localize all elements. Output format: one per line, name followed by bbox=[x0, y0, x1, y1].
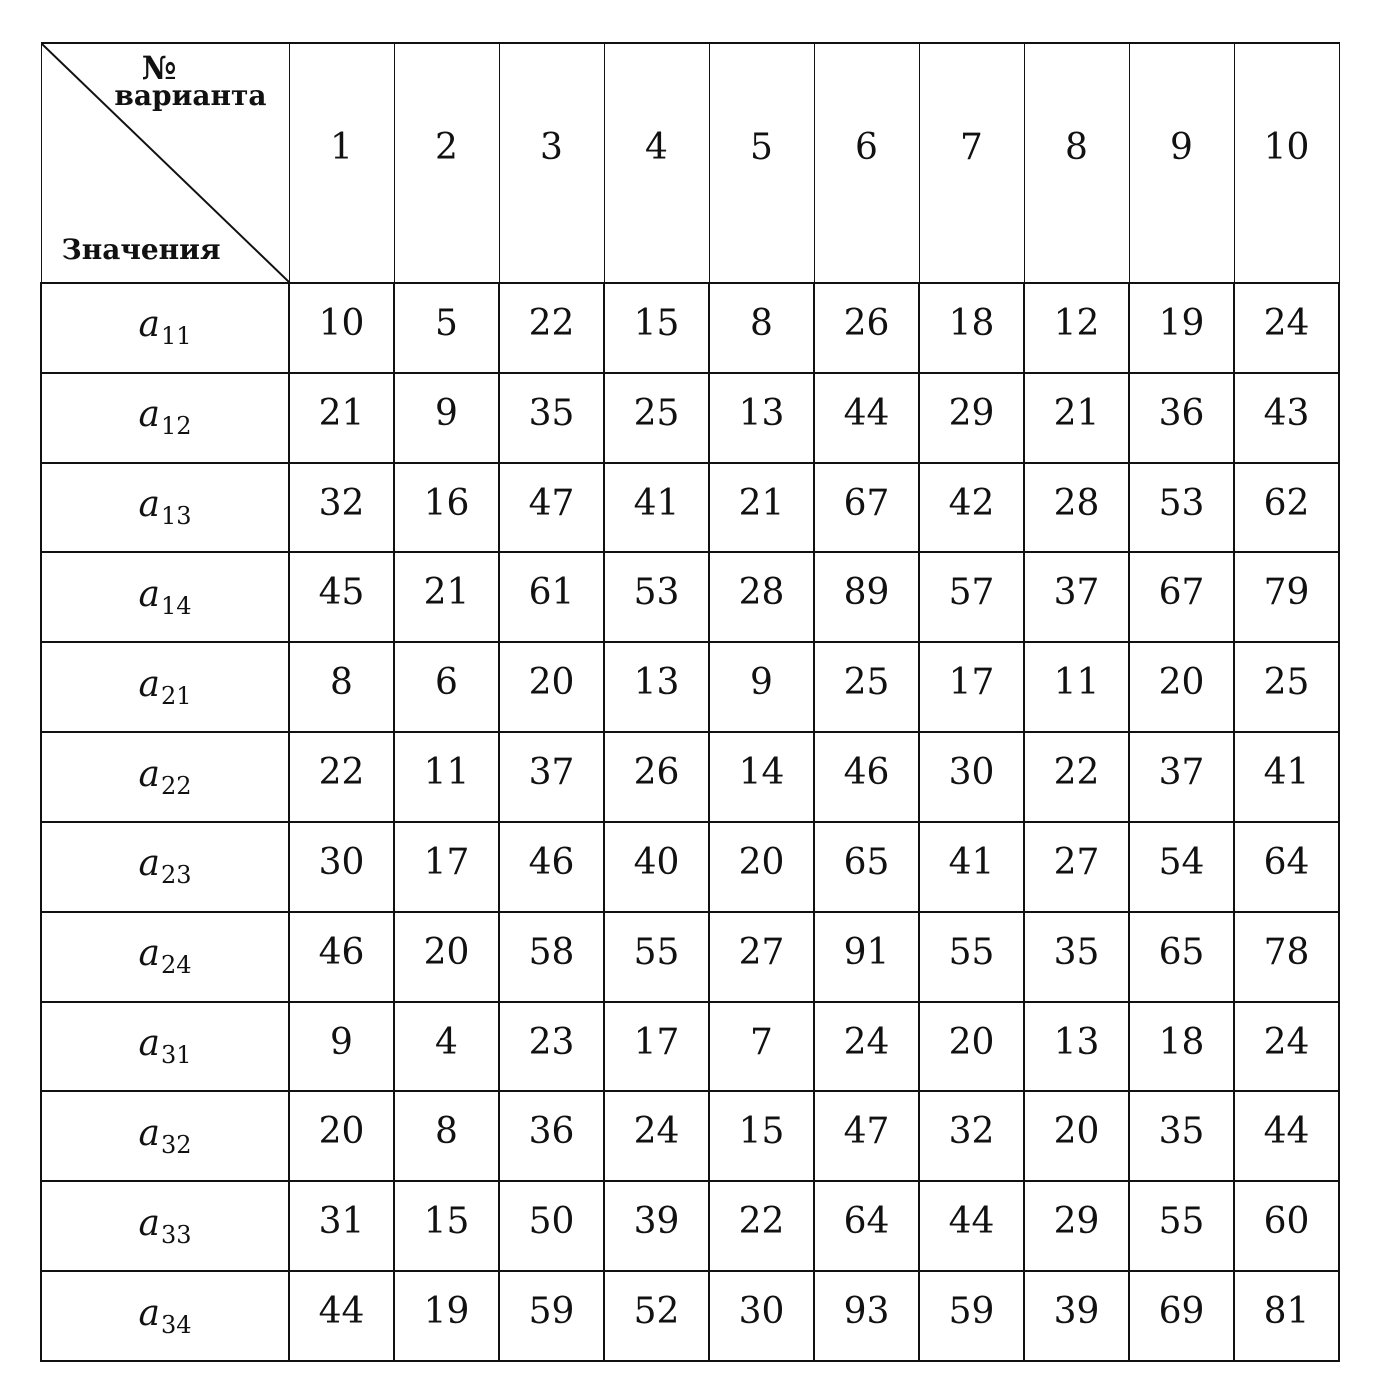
table-cell: 15 bbox=[394, 1181, 499, 1271]
table-cell: 44 bbox=[919, 1181, 1024, 1271]
table-cell: 13 bbox=[709, 373, 814, 463]
table-cell: 54 bbox=[1129, 822, 1234, 912]
table-cell: 91 bbox=[814, 912, 919, 1002]
row-label-symbol: a bbox=[138, 663, 160, 705]
table-row bbox=[41, 1271, 1339, 1361]
table-cell: 64 bbox=[814, 1181, 919, 1271]
table-cell: 20 bbox=[394, 912, 499, 1002]
row-label-subscript: 22 bbox=[160, 771, 192, 800]
table-cell: 46 bbox=[814, 732, 919, 822]
row-label-subscript: 21 bbox=[160, 681, 192, 710]
header-row bbox=[41, 43, 1339, 283]
table-cell: 55 bbox=[1129, 1181, 1234, 1271]
number-sign: № bbox=[141, 49, 177, 87]
table-cell: 8 bbox=[709, 283, 814, 373]
row-label bbox=[41, 822, 289, 912]
table-row bbox=[41, 283, 1339, 373]
table-cell: 62 bbox=[1234, 463, 1339, 553]
table-cell: 69 bbox=[1129, 1271, 1234, 1361]
variants-table bbox=[40, 42, 1340, 1362]
table-cell: 22 bbox=[709, 1181, 814, 1271]
table-cell: 15 bbox=[604, 283, 709, 373]
table-cell: 46 bbox=[289, 912, 394, 1002]
table-cell: 25 bbox=[604, 373, 709, 463]
table-cell: 55 bbox=[919, 912, 1024, 1002]
table-cell: 11 bbox=[1024, 642, 1129, 732]
table-cell: 35 bbox=[1024, 912, 1129, 1002]
row-label-symbol: a bbox=[138, 394, 160, 436]
row-label-subscript: 14 bbox=[160, 591, 192, 620]
row-label-subscript: 13 bbox=[160, 502, 192, 531]
table-cell: 24 bbox=[604, 1091, 709, 1181]
row-label-subscript: 31 bbox=[160, 1041, 192, 1070]
table-cell: 22 bbox=[499, 283, 604, 373]
table-cell: 20 bbox=[919, 1002, 1024, 1092]
table-cell: 44 bbox=[1234, 1091, 1339, 1181]
table-cell: 24 bbox=[1234, 1002, 1339, 1092]
table-cell: 19 bbox=[1129, 283, 1234, 373]
row-label bbox=[41, 283, 289, 373]
row-label bbox=[41, 463, 289, 553]
row-label-symbol: a bbox=[138, 1202, 160, 1244]
table-cell: 11 bbox=[394, 732, 499, 822]
table-cell: 61 bbox=[499, 552, 604, 642]
table-cell: 78 bbox=[1234, 912, 1339, 1002]
table-cell: 32 bbox=[919, 1091, 1024, 1181]
column-header-variant: 2 bbox=[394, 43, 499, 283]
table-cell: 60 bbox=[1234, 1181, 1339, 1271]
row-label-symbol: a bbox=[138, 1112, 160, 1154]
table-cell: 20 bbox=[709, 822, 814, 912]
table-cell: 41 bbox=[1234, 732, 1339, 822]
table-cell: 47 bbox=[814, 1091, 919, 1181]
table-cell: 22 bbox=[289, 732, 394, 822]
table-cell: 4 bbox=[394, 1002, 499, 1092]
column-header-variant: 1 bbox=[289, 43, 394, 283]
table-cell: 42 bbox=[919, 463, 1024, 553]
table-cell: 20 bbox=[1129, 642, 1234, 732]
row-label-symbol: a bbox=[138, 1292, 160, 1334]
table-cell: 12 bbox=[1024, 283, 1129, 373]
row-label-subscript: 12 bbox=[160, 412, 192, 441]
table-cell: 9 bbox=[709, 642, 814, 732]
table-cell: 29 bbox=[919, 373, 1024, 463]
row-label-symbol: a bbox=[138, 304, 160, 346]
table-cell: 17 bbox=[604, 1002, 709, 1092]
row-label-subscript: 23 bbox=[160, 861, 192, 890]
table-cell: 18 bbox=[1129, 1002, 1234, 1092]
row-label-symbol: a bbox=[138, 843, 160, 885]
table-row bbox=[41, 912, 1339, 1002]
corner-cell bbox=[41, 43, 289, 283]
table-cell: 20 bbox=[289, 1091, 394, 1181]
column-header-variant: 7 bbox=[919, 43, 1024, 283]
row-label bbox=[41, 732, 289, 822]
table-cell: 50 bbox=[499, 1181, 604, 1271]
table-cell: 31 bbox=[289, 1181, 394, 1271]
table-body bbox=[41, 283, 1339, 1361]
table-cell: 40 bbox=[604, 822, 709, 912]
table-cell: 9 bbox=[289, 1002, 394, 1092]
row-label-symbol: a bbox=[138, 933, 160, 975]
table-cell: 35 bbox=[499, 373, 604, 463]
table-cell: 64 bbox=[1234, 822, 1339, 912]
table-cell: 30 bbox=[919, 732, 1024, 822]
table-cell: 21 bbox=[289, 373, 394, 463]
table-cell: 15 bbox=[709, 1091, 814, 1181]
table-row bbox=[41, 373, 1339, 463]
table-cell: 21 bbox=[394, 552, 499, 642]
table-cell: 93 bbox=[814, 1271, 919, 1361]
table-cell: 26 bbox=[604, 732, 709, 822]
table-row bbox=[41, 1091, 1339, 1181]
table-cell: 13 bbox=[604, 642, 709, 732]
table-cell: 27 bbox=[709, 912, 814, 1002]
row-label bbox=[41, 642, 289, 732]
table-cell: 29 bbox=[1024, 1181, 1129, 1271]
table-cell: 37 bbox=[499, 732, 604, 822]
row-label bbox=[41, 912, 289, 1002]
table-cell: 65 bbox=[1129, 912, 1234, 1002]
column-header-variant: 4 bbox=[604, 43, 709, 283]
table-cell: 30 bbox=[289, 822, 394, 912]
table-cell: 58 bbox=[499, 912, 604, 1002]
row-label-symbol: a bbox=[138, 1023, 160, 1065]
table-cell: 65 bbox=[814, 822, 919, 912]
table-cell: 59 bbox=[499, 1271, 604, 1361]
variants-table-container bbox=[40, 42, 1340, 1362]
column-header-variant: 9 bbox=[1129, 43, 1234, 283]
table-cell: 20 bbox=[1024, 1091, 1129, 1181]
table-cell: 37 bbox=[1024, 552, 1129, 642]
column-header-variant: 8 bbox=[1024, 43, 1129, 283]
table-cell: 35 bbox=[1129, 1091, 1234, 1181]
table-cell: 53 bbox=[1129, 463, 1234, 553]
table-cell: 28 bbox=[1024, 463, 1129, 553]
values-label: Значения bbox=[61, 233, 221, 266]
column-header-variant: 10 bbox=[1234, 43, 1339, 283]
row-label-symbol: a bbox=[138, 484, 160, 526]
table-cell: 36 bbox=[1129, 373, 1234, 463]
table-row bbox=[41, 822, 1339, 912]
table-cell: 37 bbox=[1129, 732, 1234, 822]
table-cell: 30 bbox=[709, 1271, 814, 1361]
row-label-subscript: 11 bbox=[160, 322, 192, 351]
table-cell: 14 bbox=[709, 732, 814, 822]
table-cell: 47 bbox=[499, 463, 604, 553]
table-cell: 36 bbox=[499, 1091, 604, 1181]
table-cell: 53 bbox=[604, 552, 709, 642]
table-cell: 67 bbox=[814, 463, 919, 553]
column-header-variant: 5 bbox=[709, 43, 814, 283]
table-cell: 8 bbox=[289, 642, 394, 732]
table-cell: 17 bbox=[394, 822, 499, 912]
table-cell: 21 bbox=[709, 463, 814, 553]
table-cell: 43 bbox=[1234, 373, 1339, 463]
row-label bbox=[41, 552, 289, 642]
table-cell: 8 bbox=[394, 1091, 499, 1181]
table-cell: 27 bbox=[1024, 822, 1129, 912]
table-cell: 22 bbox=[1024, 732, 1129, 822]
table-cell: 23 bbox=[499, 1002, 604, 1092]
table-cell: 79 bbox=[1234, 552, 1339, 642]
table-row bbox=[41, 463, 1339, 553]
table-cell: 41 bbox=[604, 463, 709, 553]
row-label-symbol: a bbox=[138, 573, 160, 615]
table-cell: 81 bbox=[1234, 1271, 1339, 1361]
table-row bbox=[41, 1002, 1339, 1092]
table-cell: 17 bbox=[919, 642, 1024, 732]
table-cell: 13 bbox=[1024, 1002, 1129, 1092]
table-cell: 21 bbox=[1024, 373, 1129, 463]
table-cell: 44 bbox=[814, 373, 919, 463]
table-cell: 59 bbox=[919, 1271, 1024, 1361]
table-cell: 52 bbox=[604, 1271, 709, 1361]
table-cell: 57 bbox=[919, 552, 1024, 642]
table-cell: 24 bbox=[814, 1002, 919, 1092]
table-row bbox=[41, 1181, 1339, 1271]
table-cell: 5 bbox=[394, 283, 499, 373]
table-cell: 39 bbox=[604, 1181, 709, 1271]
table-cell: 67 bbox=[1129, 552, 1234, 642]
table-cell: 25 bbox=[1234, 642, 1339, 732]
row-label-subscript: 33 bbox=[160, 1220, 192, 1249]
table-cell: 16 bbox=[394, 463, 499, 553]
table-cell: 41 bbox=[919, 822, 1024, 912]
table-cell: 9 bbox=[394, 373, 499, 463]
table-cell: 10 bbox=[289, 283, 394, 373]
table-cell: 24 bbox=[1234, 283, 1339, 373]
row-label-subscript: 34 bbox=[160, 1310, 192, 1339]
table-cell: 39 bbox=[1024, 1271, 1129, 1361]
table-cell: 89 bbox=[814, 552, 919, 642]
row-label-subscript: 24 bbox=[160, 951, 192, 980]
row-label-symbol: a bbox=[138, 753, 160, 795]
table-row bbox=[41, 732, 1339, 822]
table-cell: 28 bbox=[709, 552, 814, 642]
row-label bbox=[41, 1271, 289, 1361]
table-cell: 20 bbox=[499, 642, 604, 732]
table-cell: 25 bbox=[814, 642, 919, 732]
table-cell: 55 bbox=[604, 912, 709, 1002]
table-cell: 32 bbox=[289, 463, 394, 553]
table-row bbox=[41, 642, 1339, 732]
table-row bbox=[41, 552, 1339, 642]
column-header-variant: 6 bbox=[814, 43, 919, 283]
row-label bbox=[41, 1091, 289, 1181]
table-cell: 6 bbox=[394, 642, 499, 732]
column-header-variant: 3 bbox=[499, 43, 604, 283]
table-cell: 44 bbox=[289, 1271, 394, 1361]
table-cell: 19 bbox=[394, 1271, 499, 1361]
table-cell: 46 bbox=[499, 822, 604, 912]
table-cell: 26 bbox=[814, 283, 919, 373]
table-cell: 7 bbox=[709, 1002, 814, 1092]
table-cell: 18 bbox=[919, 283, 1024, 373]
table-cell: 45 bbox=[289, 552, 394, 642]
row-label bbox=[41, 373, 289, 463]
row-label bbox=[41, 1181, 289, 1271]
row-label bbox=[41, 1002, 289, 1092]
row-label-subscript: 32 bbox=[160, 1130, 192, 1159]
variant-label: варианта bbox=[114, 79, 267, 112]
